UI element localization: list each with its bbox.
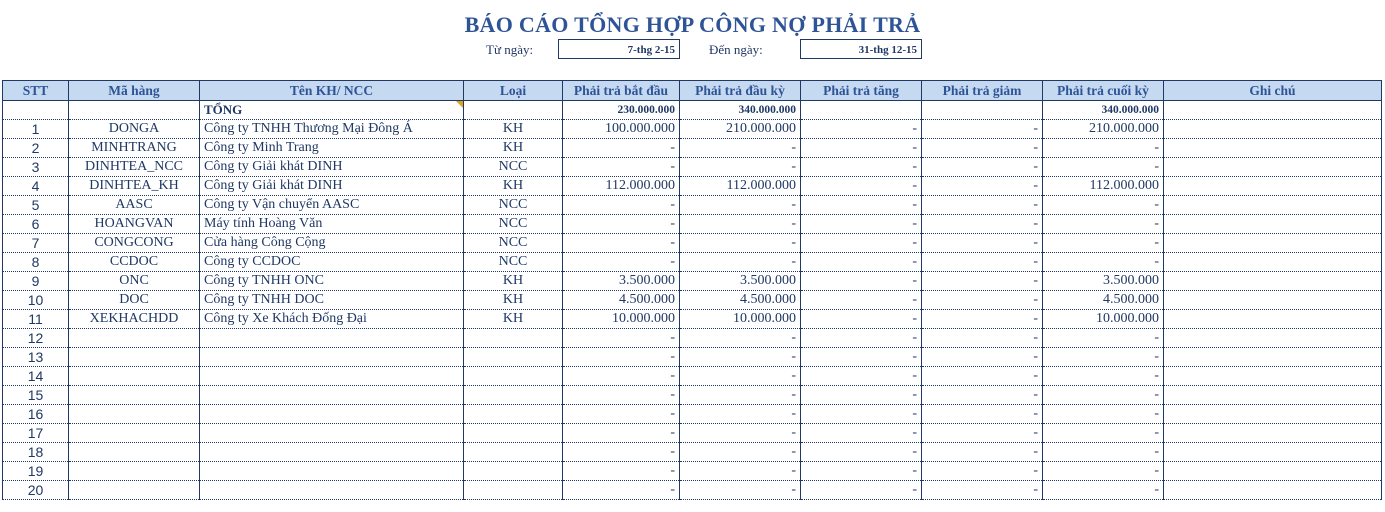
ghi-chu-cell[interactable] [1164,367,1382,386]
phai-tra-cuoi-ky-cell[interactable]: 3.500.000 [1043,272,1164,291]
ma-hang-cell[interactable]: DINHTEA_KH [69,177,200,196]
total-row [3,101,1382,120]
phai-tra-dau-ky-cell[interactable]: - [680,196,801,215]
phai-tra-dau-ky-cell[interactable]: - [680,253,801,272]
phai-tra-giam-cell[interactable]: - [922,177,1043,196]
table-row [3,367,1382,386]
phai-tra-cuoi-ky-cell[interactable]: - [1043,196,1164,215]
ma-hang-cell[interactable] [69,386,200,405]
phai-tra-giam-cell[interactable]: - [922,386,1043,405]
ma-hang-cell[interactable] [69,329,200,348]
ten-kh-ncc-cell[interactable] [200,443,464,462]
column-header-phai-tra-dau-ky[interactable]: Phải trả đầu kỳ [680,81,801,101]
ghi-chu-cell[interactable] [1164,120,1382,139]
to-date-label: Đến ngày: [709,42,763,57]
phai-tra-bat-dau-cell[interactable]: - [563,443,680,462]
ma-hang-cell[interactable]: DOC [69,291,200,310]
phai-tra-tang-cell[interactable]: - [801,139,922,158]
phai-tra-cuoi-ky-cell[interactable]: - [1043,139,1164,158]
phai-tra-bat-dau-cell[interactable]: - [563,253,680,272]
from-date-field[interactable]: 7-thg 2-15 [558,39,680,59]
phai-tra-dau-ky-cell[interactable]: 4.500.000 [680,291,801,310]
total-phai-tra-giam[interactable] [922,101,1043,120]
column-header-ten-kh-ncc[interactable]: Tên KH/ NCC [200,81,464,101]
ten-kh-ncc-cell[interactable]: Công ty Vận chuyển AASC [200,196,464,215]
phai-tra-tang-cell[interactable]: - [801,443,922,462]
phai-tra-dau-ky-cell[interactable]: 3.500.000 [680,272,801,291]
phai-tra-tang-cell[interactable]: - [801,348,922,367]
table-row [3,272,1382,291]
ma-hang-cell[interactable]: XEKHACHDD [69,310,200,329]
ghi-chu-cell[interactable] [1164,215,1382,234]
phai-tra-cuoi-ky-cell[interactable]: - [1043,462,1164,481]
phai-tra-giam-cell[interactable]: - [922,139,1043,158]
phai-tra-dau-ky-cell[interactable]: - [680,234,801,253]
phai-tra-giam-cell[interactable]: - [922,120,1043,139]
phai-tra-giam-cell[interactable]: - [922,272,1043,291]
ten-kh-ncc-cell[interactable]: Công ty Giải khát DINH [200,158,464,177]
stt-cell[interactable]: 1 [3,120,69,139]
column-header-ghi-chu[interactable]: Ghi chú [1164,81,1382,101]
phai-tra-bat-dau-cell[interactable]: - [563,329,680,348]
total-label: TỔNG [204,102,243,117]
table-row [3,158,1382,177]
table-row [3,253,1382,272]
stt-cell[interactable]: 10 [3,291,69,310]
phai-tra-giam-cell[interactable]: - [922,424,1043,443]
report-title: BÁO CÁO TỔNG HỢP CÔNG NỢ PHẢI TRẢ [464,12,921,37]
ghi-chu-cell[interactable] [1164,234,1382,253]
phai-tra-bat-dau-cell[interactable]: - [563,215,680,234]
phai-tra-bat-dau-cell[interactable]: - [563,139,680,158]
total-phai-tra-tang[interactable] [801,101,922,120]
phai-tra-dau-ky-cell[interactable]: - [680,348,801,367]
ten-kh-ncc-cell[interactable]: Công ty TNHH Thương Mại Đông Á [200,120,464,139]
stt-cell[interactable]: 2 [3,139,69,158]
column-header-phai-tra-giam[interactable]: Phải trả giảm [922,81,1043,101]
total-phai-tra-bat-dau[interactable]: 230.000.000 [563,101,680,120]
ma-hang-cell[interactable] [69,405,200,424]
phai-tra-cuoi-ky-cell[interactable]: - [1043,443,1164,462]
phai-tra-dau-ky-cell[interactable]: - [680,215,801,234]
phai-tra-cuoi-ky-cell[interactable]: - [1043,234,1164,253]
ghi-chu-cell[interactable] [1164,310,1382,329]
phai-tra-dau-ky-cell[interactable]: - [680,405,801,424]
phai-tra-bat-dau-cell[interactable]: 112.000.000 [563,177,680,196]
ma-hang-cell[interactable]: HOANGVAN [69,215,200,234]
phai-tra-tang-cell[interactable]: - [801,215,922,234]
phai-tra-cuoi-ky-cell[interactable]: - [1043,158,1164,177]
loai-cell[interactable] [464,424,563,443]
loai-cell[interactable] [464,329,563,348]
phai-tra-giam-cell[interactable]: - [922,253,1043,272]
phai-tra-dau-ky-cell[interactable]: - [680,367,801,386]
ghi-chu-cell[interactable] [1164,158,1382,177]
debt-report-table [2,80,1382,500]
phai-tra-dau-ky-cell[interactable]: - [680,443,801,462]
loai-cell[interactable]: KH [464,310,563,329]
stt-cell[interactable]: 3 [3,158,69,177]
ghi-chu-cell[interactable] [1164,196,1382,215]
loai-cell[interactable]: NCC [464,196,563,215]
cell[interactable] [464,101,563,120]
stt-cell[interactable]: 20 [3,481,69,500]
column-header-phai-tra-cuoi-ky[interactable]: Phải trả cuối kỳ [1043,81,1164,101]
total-phai-tra-dau-ky[interactable]: 340.000.000 [680,101,801,120]
table-row [3,196,1382,215]
phai-tra-cuoi-ky-cell[interactable]: - [1043,348,1164,367]
loai-cell[interactable]: KH [464,139,563,158]
phai-tra-cuoi-ky-cell[interactable]: - [1043,367,1164,386]
cell[interactable] [3,101,69,120]
ghi-chu-cell[interactable] [1164,253,1382,272]
ma-hang-cell[interactable]: CCDOC [69,253,200,272]
ma-hang-cell[interactable]: DONGA [69,120,200,139]
table-row [3,386,1382,405]
phai-tra-bat-dau-cell[interactable]: - [563,405,680,424]
table-row [3,424,1382,443]
ten-kh-ncc-cell[interactable]: Công ty Xe Khách Đống Đại [200,310,464,329]
phai-tra-bat-dau-cell[interactable]: - [563,462,680,481]
phai-tra-bat-dau-cell[interactable]: - [563,158,680,177]
phai-tra-giam-cell[interactable]: - [922,348,1043,367]
phai-tra-cuoi-ky-cell[interactable]: - [1043,215,1164,234]
phai-tra-tang-cell[interactable]: - [801,367,922,386]
phai-tra-bat-dau-cell[interactable]: - [563,386,680,405]
stt-cell[interactable]: 16 [3,405,69,424]
phai-tra-giam-cell[interactable]: - [922,329,1043,348]
total-label-cell[interactable] [200,101,464,120]
table-row [3,310,1382,329]
ghi-chu-cell[interactable] [1164,177,1382,196]
column-header-phai-tra-bat-dau[interactable]: Phải trả bắt đầu [563,81,680,101]
phai-tra-bat-dau-cell[interactable]: 4.500.000 [563,291,680,310]
phai-tra-cuoi-ky-cell[interactable]: - [1043,253,1164,272]
phai-tra-tang-cell[interactable]: - [801,462,922,481]
phai-tra-tang-cell[interactable]: - [801,405,922,424]
ten-kh-ncc-cell[interactable]: Cửa hàng Công Cộng [200,234,464,253]
phai-tra-cuoi-ky-cell[interactable]: - [1043,405,1164,424]
phai-tra-giam-cell[interactable]: - [922,291,1043,310]
column-header-stt[interactable]: STT [3,81,69,101]
ten-kh-ncc-cell[interactable] [200,481,464,500]
phai-tra-giam-cell[interactable]: - [922,158,1043,177]
ten-kh-ncc-cell[interactable] [200,348,464,367]
phai-tra-giam-cell[interactable]: - [922,443,1043,462]
phai-tra-bat-dau-cell[interactable]: 3.500.000 [563,272,680,291]
ma-hang-cell[interactable] [69,367,200,386]
phai-tra-tang-cell[interactable]: - [801,291,922,310]
stt-cell[interactable]: 14 [3,367,69,386]
from-date-label: Từ ngày: [486,42,534,57]
total-phai-tra-cuoi-ky[interactable]: 340.000.000 [1043,101,1164,120]
loai-cell[interactable]: KH [464,177,563,196]
ten-kh-ncc-cell[interactable] [200,386,464,405]
phai-tra-dau-ky-cell[interactable]: - [680,386,801,405]
phai-tra-dau-ky-cell[interactable]: 112.000.000 [680,177,801,196]
header-row [3,81,1382,101]
ma-hang-cell[interactable]: CONGCONG [69,234,200,253]
comment-indicator-icon[interactable] [456,101,463,108]
table-row [3,234,1382,253]
phai-tra-bat-dau-cell[interactable]: 10.000.000 [563,310,680,329]
phai-tra-dau-ky-cell[interactable]: - [680,139,801,158]
phai-tra-tang-cell[interactable]: - [801,329,922,348]
table-row [3,462,1382,481]
phai-tra-cuoi-ky-cell[interactable]: - [1043,329,1164,348]
stt-cell[interactable]: 19 [3,462,69,481]
table-row [3,481,1382,500]
phai-tra-bat-dau-cell[interactable]: - [563,424,680,443]
stt-cell[interactable]: 12 [3,329,69,348]
phai-tra-tang-cell[interactable]: - [801,253,922,272]
column-header-loai[interactable]: Loại [464,81,563,101]
phai-tra-tang-cell[interactable]: - [801,177,922,196]
phai-tra-dau-ky-cell[interactable]: - [680,481,801,500]
phai-tra-dau-ky-cell[interactable]: - [680,158,801,177]
phai-tra-giam-cell[interactable]: - [922,310,1043,329]
phai-tra-tang-cell[interactable]: - [801,120,922,139]
loai-cell[interactable]: KH [464,120,563,139]
loai-cell[interactable]: NCC [464,234,563,253]
loai-cell[interactable] [464,462,563,481]
table-row [3,177,1382,196]
ma-hang-cell[interactable]: DINHTEA_NCC [69,158,200,177]
phai-tra-tang-cell[interactable]: - [801,196,922,215]
phai-tra-tang-cell[interactable]: - [801,234,922,253]
phai-tra-bat-dau-cell[interactable]: 100.000.000 [563,120,680,139]
phai-tra-dau-ky-cell[interactable]: 210.000.000 [680,120,801,139]
ten-kh-ncc-cell[interactable] [200,424,464,443]
ghi-chu-cell[interactable] [1164,424,1382,443]
column-header-ma-hang[interactable]: Mã hàng [69,81,200,101]
phai-tra-giam-cell[interactable]: - [922,196,1043,215]
column-header-phai-tra-tang[interactable]: Phải trả tăng [801,81,922,101]
phai-tra-giam-cell[interactable]: - [922,234,1043,253]
table-row [3,348,1382,367]
phai-tra-bat-dau-cell[interactable]: - [563,234,680,253]
loai-cell[interactable]: KH [464,291,563,310]
stt-cell[interactable]: 11 [3,310,69,329]
ma-hang-cell[interactable]: AASC [69,196,200,215]
cell[interactable] [69,101,200,120]
ma-hang-cell[interactable]: ONC [69,272,200,291]
loai-cell[interactable] [464,348,563,367]
phai-tra-dau-ky-cell[interactable]: - [680,329,801,348]
ten-kh-ncc-cell[interactable] [200,405,464,424]
table-row [3,405,1382,424]
phai-tra-cuoi-ky-cell[interactable]: 4.500.000 [1043,291,1164,310]
ghi-chu-cell[interactable] [1164,139,1382,158]
phai-tra-giam-cell[interactable]: - [922,405,1043,424]
ma-hang-cell[interactable]: MINHTRANG [69,139,200,158]
phai-tra-cuoi-ky-cell[interactable]: 112.000.000 [1043,177,1164,196]
loai-cell[interactable] [464,386,563,405]
ghi-chu-cell[interactable] [1164,291,1382,310]
stt-cell[interactable]: 15 [3,386,69,405]
table-row [3,329,1382,348]
loai-cell[interactable]: NCC [464,158,563,177]
ten-kh-ncc-cell[interactable]: Công ty Giải khát DINH [200,177,464,196]
phai-tra-giam-cell[interactable]: - [922,215,1043,234]
loai-cell[interactable]: KH [464,272,563,291]
phai-tra-bat-dau-cell[interactable]: - [563,196,680,215]
to-date-field[interactable]: 31-thg 12-15 [800,39,922,59]
phai-tra-tang-cell[interactable]: - [801,272,922,291]
phai-tra-tang-cell[interactable]: - [801,158,922,177]
phai-tra-cuoi-ky-cell[interactable]: - [1043,424,1164,443]
ten-kh-ncc-cell[interactable]: Công ty TNHH ONC [200,272,464,291]
ghi-chu-cell[interactable] [1164,386,1382,405]
ghi-chu-cell[interactable] [1164,443,1382,462]
total-ghi-chu[interactable] [1164,101,1382,120]
table-row [3,291,1382,310]
ma-hang-cell[interactable] [69,462,200,481]
stt-cell[interactable]: 7 [3,234,69,253]
ten-kh-ncc-cell[interactable] [200,367,464,386]
phai-tra-tang-cell[interactable]: - [801,310,922,329]
ghi-chu-cell[interactable] [1164,329,1382,348]
phai-tra-giam-cell[interactable]: - [922,367,1043,386]
loai-cell[interactable]: NCC [464,253,563,272]
stt-cell[interactable]: 17 [3,424,69,443]
phai-tra-dau-ky-cell[interactable]: - [680,462,801,481]
ghi-chu-cell[interactable] [1164,462,1382,481]
ma-hang-cell[interactable] [69,348,200,367]
table-row [3,120,1382,139]
stt-cell[interactable]: 6 [3,215,69,234]
stt-cell[interactable]: 8 [3,253,69,272]
stt-cell[interactable]: 13 [3,348,69,367]
ten-kh-ncc-cell[interactable]: Công ty TNHH DOC [200,291,464,310]
stt-cell[interactable]: 9 [3,272,69,291]
ghi-chu-cell[interactable] [1164,481,1382,500]
stt-cell[interactable]: 18 [3,443,69,462]
ma-hang-cell[interactable] [69,424,200,443]
ten-kh-ncc-cell[interactable] [200,462,464,481]
phai-tra-cuoi-ky-cell[interactable]: 210.000.000 [1043,120,1164,139]
stt-cell[interactable]: 5 [3,196,69,215]
ten-kh-ncc-cell[interactable]: Công ty Minh Trang [200,139,464,158]
ma-hang-cell[interactable] [69,481,200,500]
loai-cell[interactable] [464,443,563,462]
phai-tra-giam-cell[interactable]: - [922,481,1043,500]
loai-cell[interactable] [464,405,563,424]
phai-tra-bat-dau-cell[interactable]: - [563,348,680,367]
loai-cell[interactable] [464,367,563,386]
ten-kh-ncc-cell[interactable]: Máy tính Hoàng Văn [200,215,464,234]
table-row [3,443,1382,462]
ghi-chu-cell[interactable] [1164,272,1382,291]
stt-cell[interactable]: 4 [3,177,69,196]
loai-cell[interactable] [464,481,563,500]
loai-cell[interactable]: NCC [464,215,563,234]
phai-tra-cuoi-ky-cell[interactable]: - [1043,386,1164,405]
phai-tra-tang-cell[interactable]: - [801,424,922,443]
phai-tra-dau-ky-cell[interactable]: 10.000.000 [680,310,801,329]
ghi-chu-cell[interactable] [1164,405,1382,424]
phai-tra-dau-ky-cell[interactable]: - [680,424,801,443]
phai-tra-cuoi-ky-cell[interactable]: 10.000.000 [1043,310,1164,329]
ten-kh-ncc-cell[interactable] [200,329,464,348]
phai-tra-tang-cell[interactable]: - [801,481,922,500]
phai-tra-giam-cell[interactable]: - [922,462,1043,481]
ghi-chu-cell[interactable] [1164,348,1382,367]
table-row [3,215,1382,234]
phai-tra-cuoi-ky-cell[interactable]: - [1043,481,1164,500]
phai-tra-bat-dau-cell[interactable]: - [563,481,680,500]
table-row [3,139,1382,158]
ma-hang-cell[interactable] [69,443,200,462]
ten-kh-ncc-cell[interactable]: Công ty CCDOC [200,253,464,272]
phai-tra-bat-dau-cell[interactable]: - [563,367,680,386]
phai-tra-tang-cell[interactable]: - [801,386,922,405]
